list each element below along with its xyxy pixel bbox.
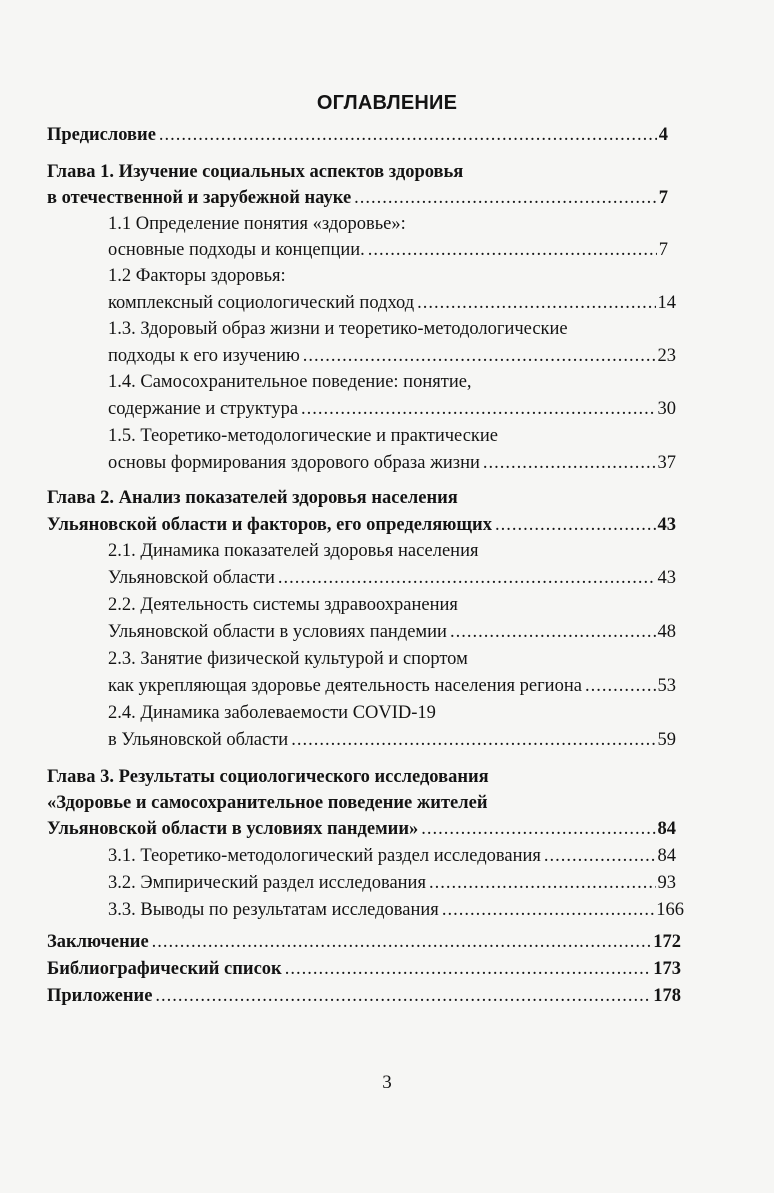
toc-section-1-4 (108, 396, 676, 422)
toc-section-1-2 (108, 290, 676, 316)
toc-section-1-1-line1: 1.1 Определение понятия «здоровье»: (108, 214, 406, 234)
toc-section-3-3 (108, 897, 684, 923)
toc-leader-dots (159, 122, 657, 148)
toc-chapter-3-line1: Глава 3. Результаты социологического исследования (47, 767, 489, 787)
toc-entry-page: 84 (657, 846, 676, 866)
toc-entry-page: 173 (653, 959, 681, 979)
toc-section-3-1 (108, 843, 676, 869)
toc-entry-title: комплексный социологический подход (108, 293, 415, 313)
toc-entry-title: Заключение (47, 932, 149, 952)
toc-section-1-1 (108, 237, 668, 263)
toc-leader-dots (155, 983, 651, 1009)
toc-section-1-5-line1: 1.5. Теоретико-методологические и практические (108, 426, 499, 446)
toc-entry-title: 3.2. Эмпирический раздел исследования (108, 873, 426, 893)
toc-entry-title: Приложение (47, 986, 153, 1006)
toc-section-2-2-line1: 2.2. Деятельность системы здравоохранения (108, 595, 458, 615)
toc-leader-dots (483, 450, 656, 476)
toc-entry-title: Ульяновской области в условиях пандемии (108, 622, 447, 642)
toc-section-1-3 (108, 343, 676, 369)
toc-leader-dots (285, 956, 652, 982)
toc-chapter-1-line1: Глава 1. Изучение социальных аспектов здоровья (47, 162, 464, 182)
toc-section-1-5 (108, 450, 676, 476)
toc-entry-title: основные подходы и концепции. (108, 240, 365, 260)
toc-section-2-3-line1: 2.3. Занятие физической культурой и спортом (108, 649, 468, 669)
toc-chapter-3 (47, 816, 676, 842)
toc-section-2-1-line1: 2.1. Динамика показателей здоровья населения (108, 541, 479, 561)
toc-leader-dots (368, 237, 657, 263)
toc-section-2-4 (108, 727, 676, 753)
toc-section-2-2 (108, 619, 676, 645)
toc-leader-dots (421, 816, 655, 842)
toc-entry-title: 3.3. Выводы по результатам исследования (108, 900, 439, 920)
toc-entry-page: 23 (657, 346, 676, 366)
toc-leader-dots (278, 565, 656, 591)
toc-entry-title: в отечественной и зарубежной науке (47, 188, 352, 208)
toc-entry-title: как укрепляющая здоровье деятельность населения региона (108, 676, 582, 696)
toc-leader-dots (544, 843, 656, 869)
toc-chapter-2 (47, 512, 676, 538)
toc-section-1-4-line1: 1.4. Самосохранительное поведение: понятие, (108, 372, 472, 392)
toc-entry-bibliography (47, 956, 681, 982)
toc-leader-dots (303, 343, 656, 369)
toc-entry-title: Предисловие (47, 125, 156, 145)
toc-entry-page: 4 (658, 125, 668, 145)
toc-entry-page: 43 (657, 515, 676, 535)
toc-entry-title: 3.1. Теоретико-методологический раздел исследования (108, 846, 541, 866)
toc-leader-dots (301, 396, 655, 422)
toc-entry-page: 84 (657, 819, 676, 839)
toc-entry-page: 48 (657, 622, 676, 642)
toc-section-3-2 (108, 870, 676, 896)
toc-section-1-2-line1: 1.2 Факторы здоровья: (108, 266, 286, 286)
toc-entry-page: 166 (656, 900, 684, 920)
toc-leader-dots (585, 673, 656, 699)
toc-leader-dots (291, 727, 655, 753)
toc-entry-title: Ульяновской области в условиях пандемии» (47, 819, 419, 839)
toc-chapter-3-line2: «Здоровье и самосохранительное поведение жителей (47, 793, 488, 813)
toc-leader-dots (354, 185, 657, 211)
toc-entry-page: 7 (658, 188, 668, 208)
toc-entry-page: 93 (657, 873, 676, 893)
toc-entry-title: в Ульяновской области (108, 730, 289, 750)
page-number: 3 (382, 1072, 392, 1093)
toc-section-2-1 (108, 565, 676, 591)
toc-chapter-1 (47, 185, 668, 211)
toc-leader-dots (495, 512, 656, 538)
toc-entry-page: 43 (657, 568, 676, 588)
page-title: ОГЛАВЛЕНИЕ (316, 92, 458, 114)
toc-entry-title: основы формирования здорового образа жизни (108, 453, 480, 473)
toc-entry-page: 30 (657, 399, 676, 419)
toc-entry-page: 172 (653, 932, 681, 952)
toc-entry-page: 178 (653, 986, 681, 1006)
toc-entry-appendix (47, 983, 681, 1009)
toc-section-2-4-line1: 2.4. Динамика заболеваемости COVID-19 (108, 703, 436, 723)
toc-entry-title: подходы к его изучению (108, 346, 300, 366)
toc-entry-title: Библиографический список (47, 959, 282, 979)
toc-entry-page: 37 (657, 453, 676, 473)
toc-entry-title: Ульяновской области и факторов, его определяющих (47, 515, 492, 535)
toc-entry-page: 14 (657, 293, 676, 313)
toc-entry-page: 53 (657, 676, 676, 696)
toc-leader-dots (429, 870, 656, 896)
toc-entry-title: содержание и структура (108, 399, 299, 419)
toc-entry-conclusion (47, 929, 681, 955)
toc-leader-dots (442, 897, 654, 923)
toc-leader-dots (450, 619, 656, 645)
toc-entry-title: Ульяновской области (108, 568, 275, 588)
toc-leader-dots (152, 929, 652, 955)
toc-section-1-3-line1: 1.3. Здоровый образ жизни и теоретико-методологические (108, 319, 568, 339)
toc-chapter-2-line1: Глава 2. Анализ показателей здоровья населения (47, 488, 458, 508)
toc-entry-page: 7 (658, 240, 668, 260)
toc-entry-page: 59 (657, 730, 676, 750)
toc-entry-preface (47, 122, 668, 148)
toc-section-2-3 (108, 673, 676, 699)
toc-leader-dots (417, 290, 655, 316)
